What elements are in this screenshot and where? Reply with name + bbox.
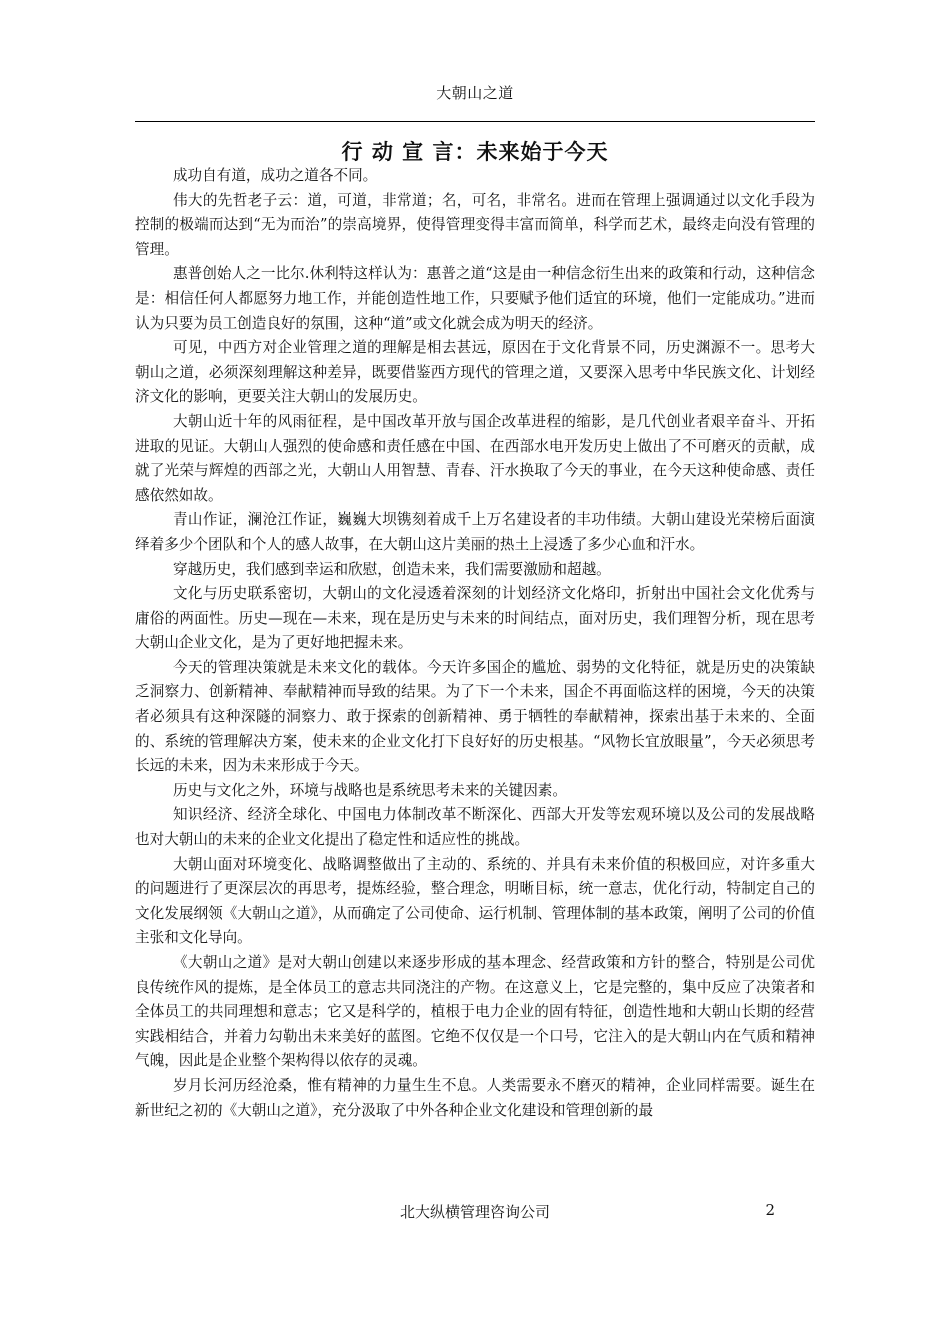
- footer-company-name: 北大纵横管理咨询公司: [399, 1203, 550, 1221]
- paragraph: 青山作证，澜沧江作证，巍巍大坝镌刻着成千上万名建设者的丰功伟绩。大朝山建设光荣榜后面演绎着多少个团队和个人的感人故事，在大朝山这片美丽的热土上浸透了多少心血和汗水。: [135, 511, 815, 553]
- paragraph: 惠普创始人之一比尔.休利特这样认为：惠普之道“这是由一种信念衍生出来的政策和行动，这种信念是：相信任何人都愿努力地工作，并能创造性地工作，只要赋予他们适宜的环境，他们一定能成功。”进而认为只要为员工创造良好的氛围，这种“道”或文化就会成为明天的经济。: [135, 265, 815, 332]
- paragraph: 穿越历史，我们感到幸运和欣慰，创造未来，我们需要激励和超越。: [172, 560, 611, 578]
- paragraph: 成功自有道，成功之道各不同。: [172, 167, 378, 184]
- page-header: 大朝山之道: [436, 84, 514, 102]
- paragraph: 历史与文化之外，环境与战略也是系统思考未来的关键因素。: [172, 781, 567, 799]
- paragraph: 伟大的先哲老子云：道，可道，非常道；名，可名，非常名。进而在管理上强调通过以文化手段为控制的极端而达到“无为而治”的崇高境界，使得管理变得丰富而简单，科学而艺术，最终走向没有管理的管理。: [135, 191, 815, 258]
- paragraph: 岁月长河历经沧桑，惟有精神的力量生生不息。人类需要永不磨灭的精神，企业同样需要。诞生在新世纪之初的《大朝山之道》，充分汲取了中外各种企业文化建设和管理创新的最: [135, 1076, 815, 1119]
- paragraph: 可见，中西方对企业管理之道的理解是相去甚远，原因在于文化背景不同，历史渊源不一。思考大朝山之道，必须深刻理解这种差异，既要借鉴西方现代的管理之道，又要深入思考中华民族文化、计划经济文化的影响，更要关注大朝山的发展历史。: [135, 339, 815, 406]
- page-number: 2: [765, 1201, 775, 1219]
- paragraph: 今天的管理决策就是未来文化的载体。今天许多国企的尴尬、弱势的文化特征，就是历史的决策缺乏洞察力、创新精神、奉献精神而导致的结果。为了下一个未来，国企不再面临这样的困境，今天的决策者必须具有这种深隧的洞察力、敢于探索的创新精神、勇于牺牲的奉献精神，探索出基于未来的、全面的、系统的管理解决方案，使未来的企业文化打下良好好的历史根基。“风物长宜放眼量”，今天必须思考长远的未来，因为未来形成于今天。: [135, 658, 815, 775]
- paragraph: 大朝山近十年的风雨征程，是中国改革开放与国企改革进程的缩影，是几代创业者艰辛奋斗、开拓进取的见证。大朝山人强烈的使命感和责任感在中国、在西部水电开发历史上做出了不可磨灭的贡献，成就了光荣与辉煌的西部之光，大朝山人用智慧、青春、汗水换取了今天的事业，在今天这种使命感、责任感依然如故。: [135, 412, 815, 504]
- paragraph: 《大朝山之道》是对大朝山创建以来逐步形成的基本理念、经营政策和方针的整合，特别是公司优良传统作风的提炼，是全体员工的意志共同浇注的产物。在这意义上，它是完整的，集中反应了决策者和全体员工的共同理想和意志；它又是科学的，植根于电力企业的固有特征，创造性地和大朝山长期的经营实践相结合，并着力勾勒出未来美好的蓝图。它绝不仅仅是一个口号，它注入的是大朝山内在气质和精神气魄，因此是企业整个架构得以依存的灵魂。: [135, 954, 815, 1070]
- paragraph: 大朝山面对环境变化、战略调整做出了主动的、系统的、并具有未来价值的积极回应，对许多重大的问题进行了更深层次的再思考，提炼经验，整合理念，明晰目标，统一意志，优化行动，特制定自己的文化发展纲领《大朝山之道》，从而确定了公司使命、运行机制、管理体制的基本政策，阐明了公司的价值主张和文化导向。: [135, 855, 815, 947]
- paragraph: 知识经济、经济全球化、中国电力体制改革不断深化、西部大开发等宏观环境以及公司的发展战略也对大朝山的未来的企业文化提出了稳定性和适应性的挑战。: [135, 806, 815, 849]
- document-title: 行 动 宣 言：未来始于今天: [341, 140, 609, 164]
- header-divider: [135, 121, 815, 122]
- body-text: [135, 164, 815, 1123]
- paragraph: 文化与历史联系密切，大朝山的文化浸透着深刻的计划经济文化烙印，折射出中国社会文化优秀与庸俗的两面性。历史—现在—未来，现在是历史与未来的时间结点，面对历史，我们理智分析，现在思考大朝山企业文化，是为了更好地把握未来。: [135, 585, 815, 652]
